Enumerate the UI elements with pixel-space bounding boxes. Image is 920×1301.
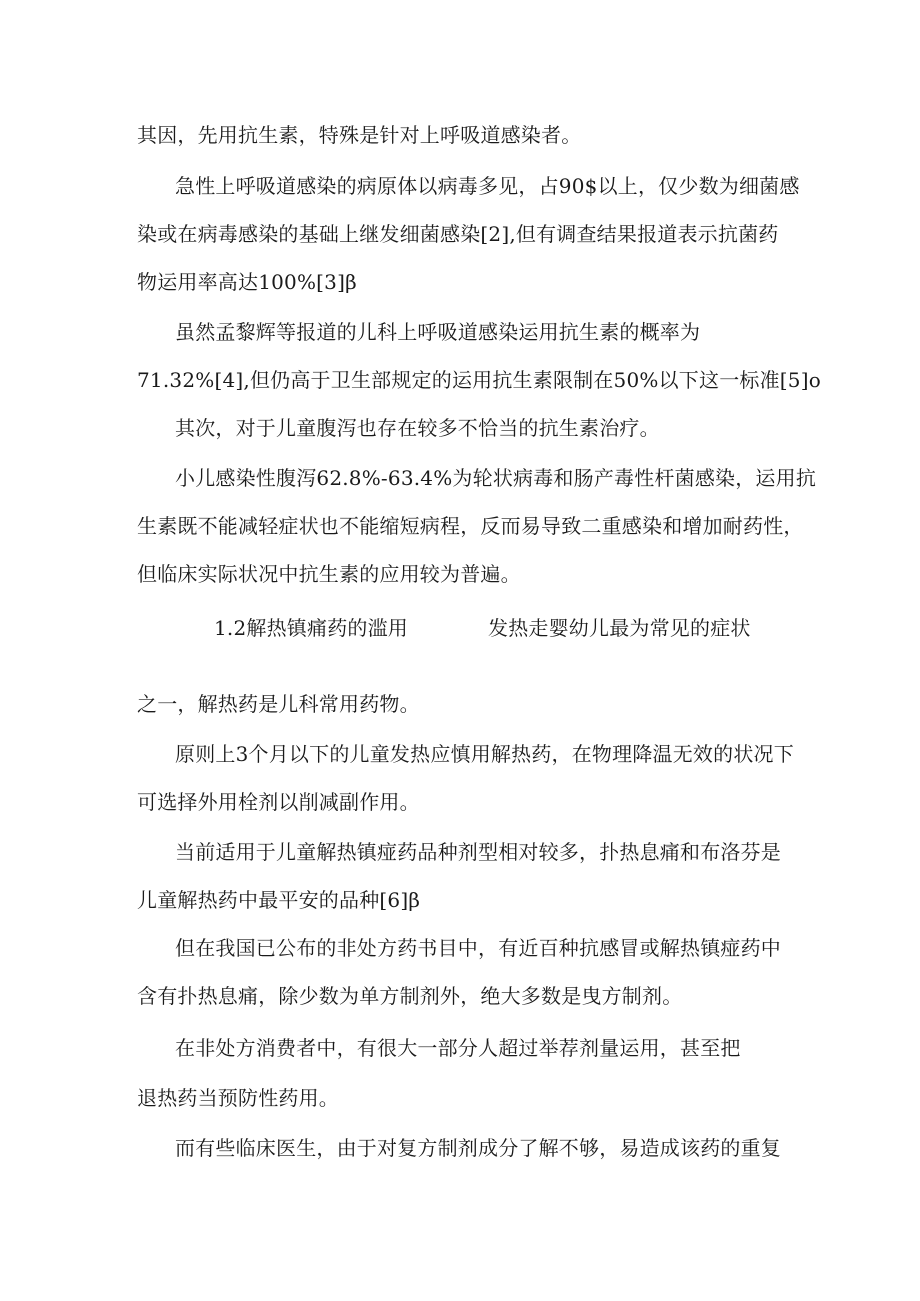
paragraph-line: 物运用率高达100%[3]β (137, 270, 357, 294)
paragraph-line: 当前适用于儿童解热镇痖药品种剂型相对较多，扑热息痛和布洛芬是 (175, 840, 781, 864)
paragraph-line: 儿童解热药中最平安的品种[6]β (137, 888, 421, 912)
paragraph-line: 其因，先用抗生素，特殊是针对上呼吸道感染者。 (137, 123, 582, 147)
paragraph-line: 但临床实际状况中抗生素的应用较为普遍。 (137, 562, 521, 586)
paragraph-line: 含有扑热息痛，除少数为单方制剂外，绝大多数是曳方制剂。 (137, 984, 683, 1008)
paragraph-line: 虽然孟黎辉等报道的儿科上呼吸道感染运用抗生素的概率为 (175, 320, 701, 344)
section-heading: 1.2解热镇痛药的滥用 (214, 616, 409, 640)
paragraph-line: 而有些临床医生，由于对复方制剂成分了解不够，易造成该药的重复 (175, 1136, 781, 1160)
section-heading-continuation: 发热走婴幼儿最为常见的症状 (488, 616, 751, 640)
paragraph-line: 原则上3个月以下的儿童发热应慎用解热药，在物理降温无效的状况下 (175, 742, 794, 766)
paragraph-line: 之一，解热药是儿科常用药物。 (137, 692, 420, 716)
paragraph-line: 急性上呼吸道感染的病原体以病毒多见，占90$以上，仅少数为细菌感 (175, 174, 800, 198)
paragraph-line: 71.32%[4],但仍高于卫生部规定的运用抗生素限制在50%以下这一标准[5]o (137, 368, 821, 392)
paragraph-line: 其次，对于儿童腹泻也存在较多不恰当的抗生素治疗。 (175, 416, 660, 440)
paragraph-line: 生素既不能减轻症状也不能缩短病程，反而易导致二重感染和增加耐药性， (137, 514, 804, 538)
paragraph-line: 可选择外用栓剂以削减副作用。 (137, 790, 420, 814)
paragraph-line: 小儿感染性腹泻62.8%-63.4%为轮状病毒和肠产毒性杆菌感染，运用抗 (175, 466, 817, 490)
paragraph-line: 在非处方消费者中，有很大一部分人超过举荐剂量运用，甚至把 (175, 1036, 741, 1060)
paragraph-line: 但在我国已公布的非处方药书目中，有近百种抗感冒或解热镇痖药中 (175, 936, 781, 960)
paragraph-line: 染或在病毒感染的基础上继发细菌感染[2],但有调查结果报道表示抗菌药 (137, 222, 779, 246)
paragraph-line: 退热药当预防性药用。 (137, 1086, 339, 1110)
